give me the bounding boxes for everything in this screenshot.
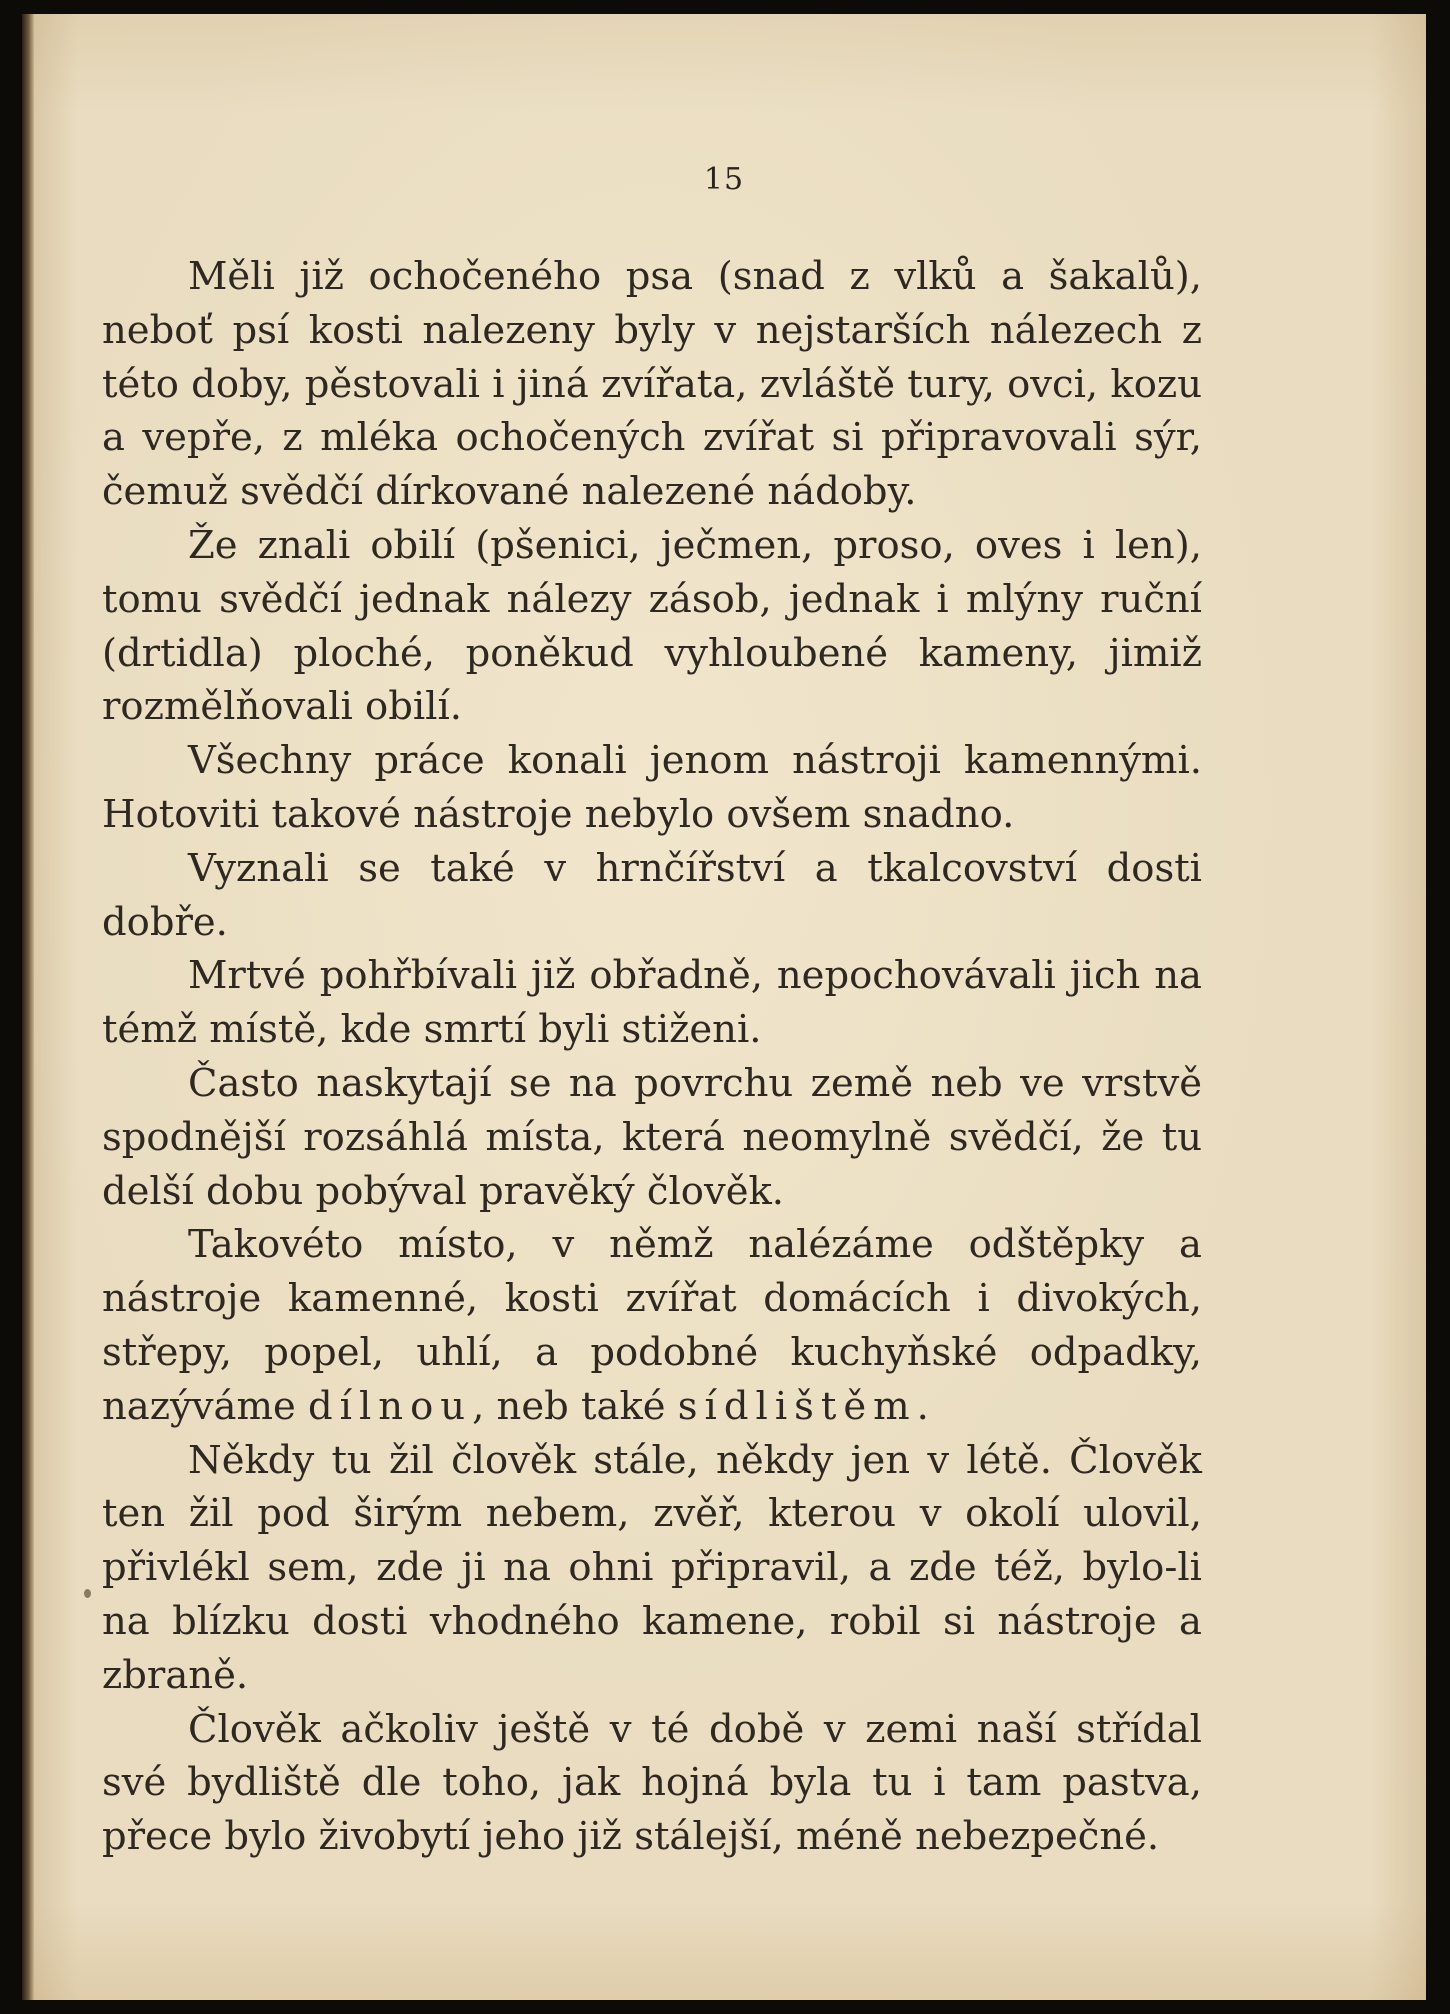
paragraph-text: , neb také bbox=[472, 1383, 678, 1429]
book-page bbox=[22, 14, 1426, 2000]
paragraph: Vyznali se také v hrnčířství a tkalcovství dosti dobře. bbox=[102, 845, 1202, 945]
paragraph: Že znali obilí (pšenici, ječmen, proso, oves i len), tomu svědčí jednak nálezy zásob, jednak i mlýny ruční (drtidla) ploché, poněkud vyhloubené kameny, jimiž rozmělňovali obilí. bbox=[102, 522, 1202, 730]
body-text bbox=[102, 250, 1202, 1864]
paragraph bbox=[102, 1218, 1202, 1433]
paragraph: Měli již ochočeného psa (snad z vlků a šakalů), neboť psí kosti nalezeny byly v nejstarších nálezech z této doby, pěstovali i jiná zvířata, zvláště tury, ovci, kozu a vepře, z mléka ochočených zvířat si připravovali sýr, čemuž svědčí dírkované nalezené nádoby. bbox=[102, 254, 1202, 515]
paragraph: Člověk ačkoliv ještě v té době v zemi naší střídal své bydliště dle toho, jak hojná byla tu i tam pastva, přece bylo živobytí jeho již stálejší, méně nebezpečné. bbox=[102, 1706, 1202, 1860]
paragraph: Všechny práce konali jenom nástroji kamennými. Hotoviti takové nástroje nebylo ovšem snadno. bbox=[102, 738, 1202, 837]
paragraph: Často naskytají se na povrchu země neb ve vrstvě spodnější rozsáhlá místa, která neomylně svědčí, že tu delší dobu pobýval pravěký člověk. bbox=[102, 1060, 1202, 1214]
paragraph: Mrtvé pohřbívali již obřadně, nepochovávali jich na témž místě, kde smrtí byli stiženi. bbox=[102, 953, 1202, 1053]
spaced-term-sidliste: sídlištěm bbox=[677, 1383, 917, 1429]
page-number: 15 bbox=[703, 162, 745, 197]
paper-speck bbox=[84, 1589, 91, 1598]
book-binding-edge bbox=[22, 14, 34, 2000]
spaced-term-dilna: dílnou bbox=[308, 1383, 473, 1429]
paragraph-text: Takovéto místo, v němž nalézáme odštěpky a nástroje kamenné, kosti zvířat domácích i divokých, střepy, popel, uhlí, a podobné kuchyňské odpadky, nazýváme bbox=[102, 1222, 1202, 1429]
paragraph: Někdy tu žil člověk stále, někdy jen v létě. Člověk ten žil pod širým nebem, zvěř, kterou v okolí ulovil, přivlékl sem, zde ji na ohni připravil, a zde též, bylo-li na blízku dosti vhodného kamene, robil si nástroje a zbraně. bbox=[102, 1437, 1202, 1698]
paragraph-text: . bbox=[916, 1383, 929, 1429]
